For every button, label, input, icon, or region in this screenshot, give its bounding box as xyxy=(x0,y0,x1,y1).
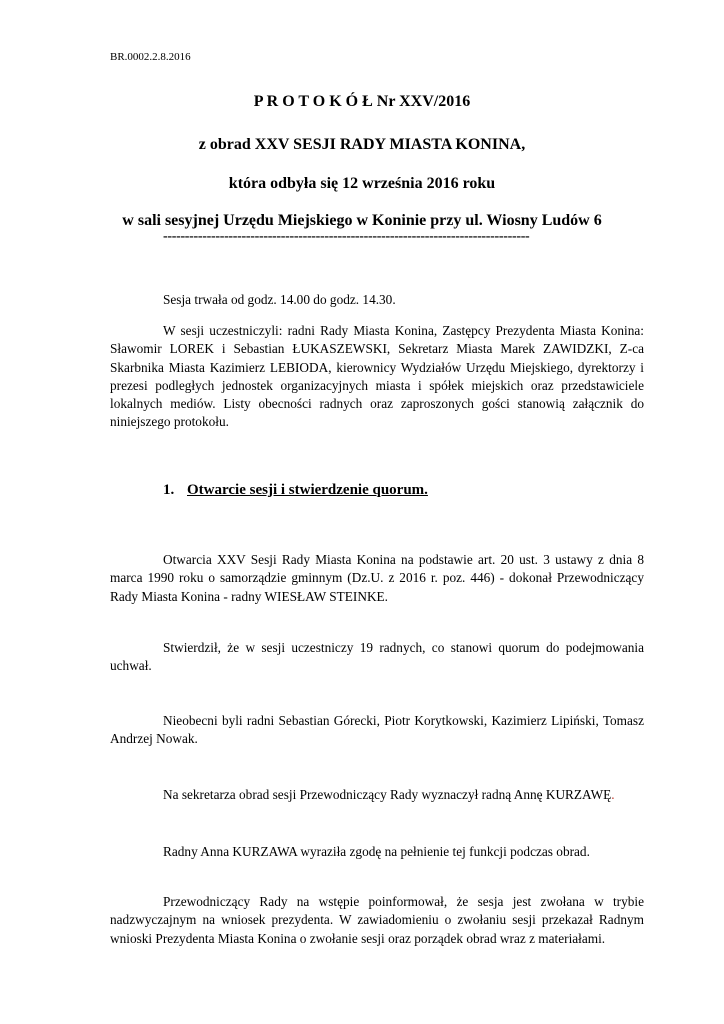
secretary-last-letter: Ę xyxy=(603,787,612,802)
session-date: która odbyła się 12 września 2016 roku xyxy=(228,175,496,192)
section-heading xyxy=(163,482,428,499)
quorum-paragraph: Stwierdził, że w sesji uczestniczy 19 radnych, co stanowi quorum do podejmowania uchwał. xyxy=(110,640,644,674)
title-separator: ------------------------------------------------------------------------------------ xyxy=(163,229,530,244)
opening-paragraph: Otwarcia XXV Sesji Rady Miasta Konina na podstawie art. 20 ust. 3 ustawy z dnia 8 marca 1990 roku o samorządzie gminnym (Dz.U. z 2016 r. poz. 446) - dokonał Przewodniczący Rady Miasta Konina - radny WIESŁAW STEINKE. xyxy=(110,552,644,604)
session-time-paragraph: Sesja trwała od godz. 14.00 do godz. 14.30. xyxy=(163,292,396,307)
acceptance-paragraph: Radny Anna KURZAWA wyraziła zgodę na pełnienie tej funkcji podczas obrad. xyxy=(163,844,590,859)
protocol-title: P R O T O K Ó Ł Nr XXV/2016 xyxy=(253,93,471,110)
secretary-paragraph xyxy=(110,786,644,804)
document-reference: BR.0002.2.8.2016 xyxy=(110,51,191,63)
secretary-period: . xyxy=(611,787,615,802)
information-paragraph: Przewodniczący Rady na wstępie poinformował, że sesja jest zwołana w trybie nadzwyczajnym na wniosek prezydenta. W zawiadomieniu o zwołaniu sesji przekazał Radnym wnioski Prezydenta Miasta Konina o zwołanie sesji oraz porządek obrad wraz z materiałami. xyxy=(110,894,644,946)
section-number: 1. xyxy=(163,482,175,498)
secretary-text: Na sekretarza obrad sesji Przewodniczący Rady wyznaczył radną Annę KURZAW xyxy=(163,787,604,802)
session-name: z obrad XXV SESJI RADY MIASTA KONINA, xyxy=(198,136,526,153)
session-location: w sali sesyjnej Urzędu Miejskiego w Koninie przy ul. Wiosny Ludów 6 xyxy=(122,212,602,229)
absent-paragraph: Nieobecni byli radni Sebastian Górecki, Piotr Korytkowski, Kazimierz Lipiński, Tomasz Andrzej Nowak. xyxy=(110,713,644,747)
participants-paragraph: W sesji uczestniczyli: radni Rady Miasta Konina, Zastępcy Prezydenta Miasta Konina: Sławomir LOREK i Sebastian ŁUKASZEWSKI, Sekretarz Miasta Marek ZAWIDZKI, Z-ca Skarbnika Miasta Kazimierz LEBIODA, kierownicy Wydziałów Urzędu Miejskiego, dyrektorzy i prezesi podległych jednostek organizacyjnych miasta i spółek miejskich oraz przedstawiciele lokalnych mediów. Listy obecności radnych oraz zaproszonych gości stanowią załącznik do niniejszego protokołu. xyxy=(110,323,644,430)
section-title: Otwarcie sesji i stwierdzenie quorum. xyxy=(187,482,428,498)
